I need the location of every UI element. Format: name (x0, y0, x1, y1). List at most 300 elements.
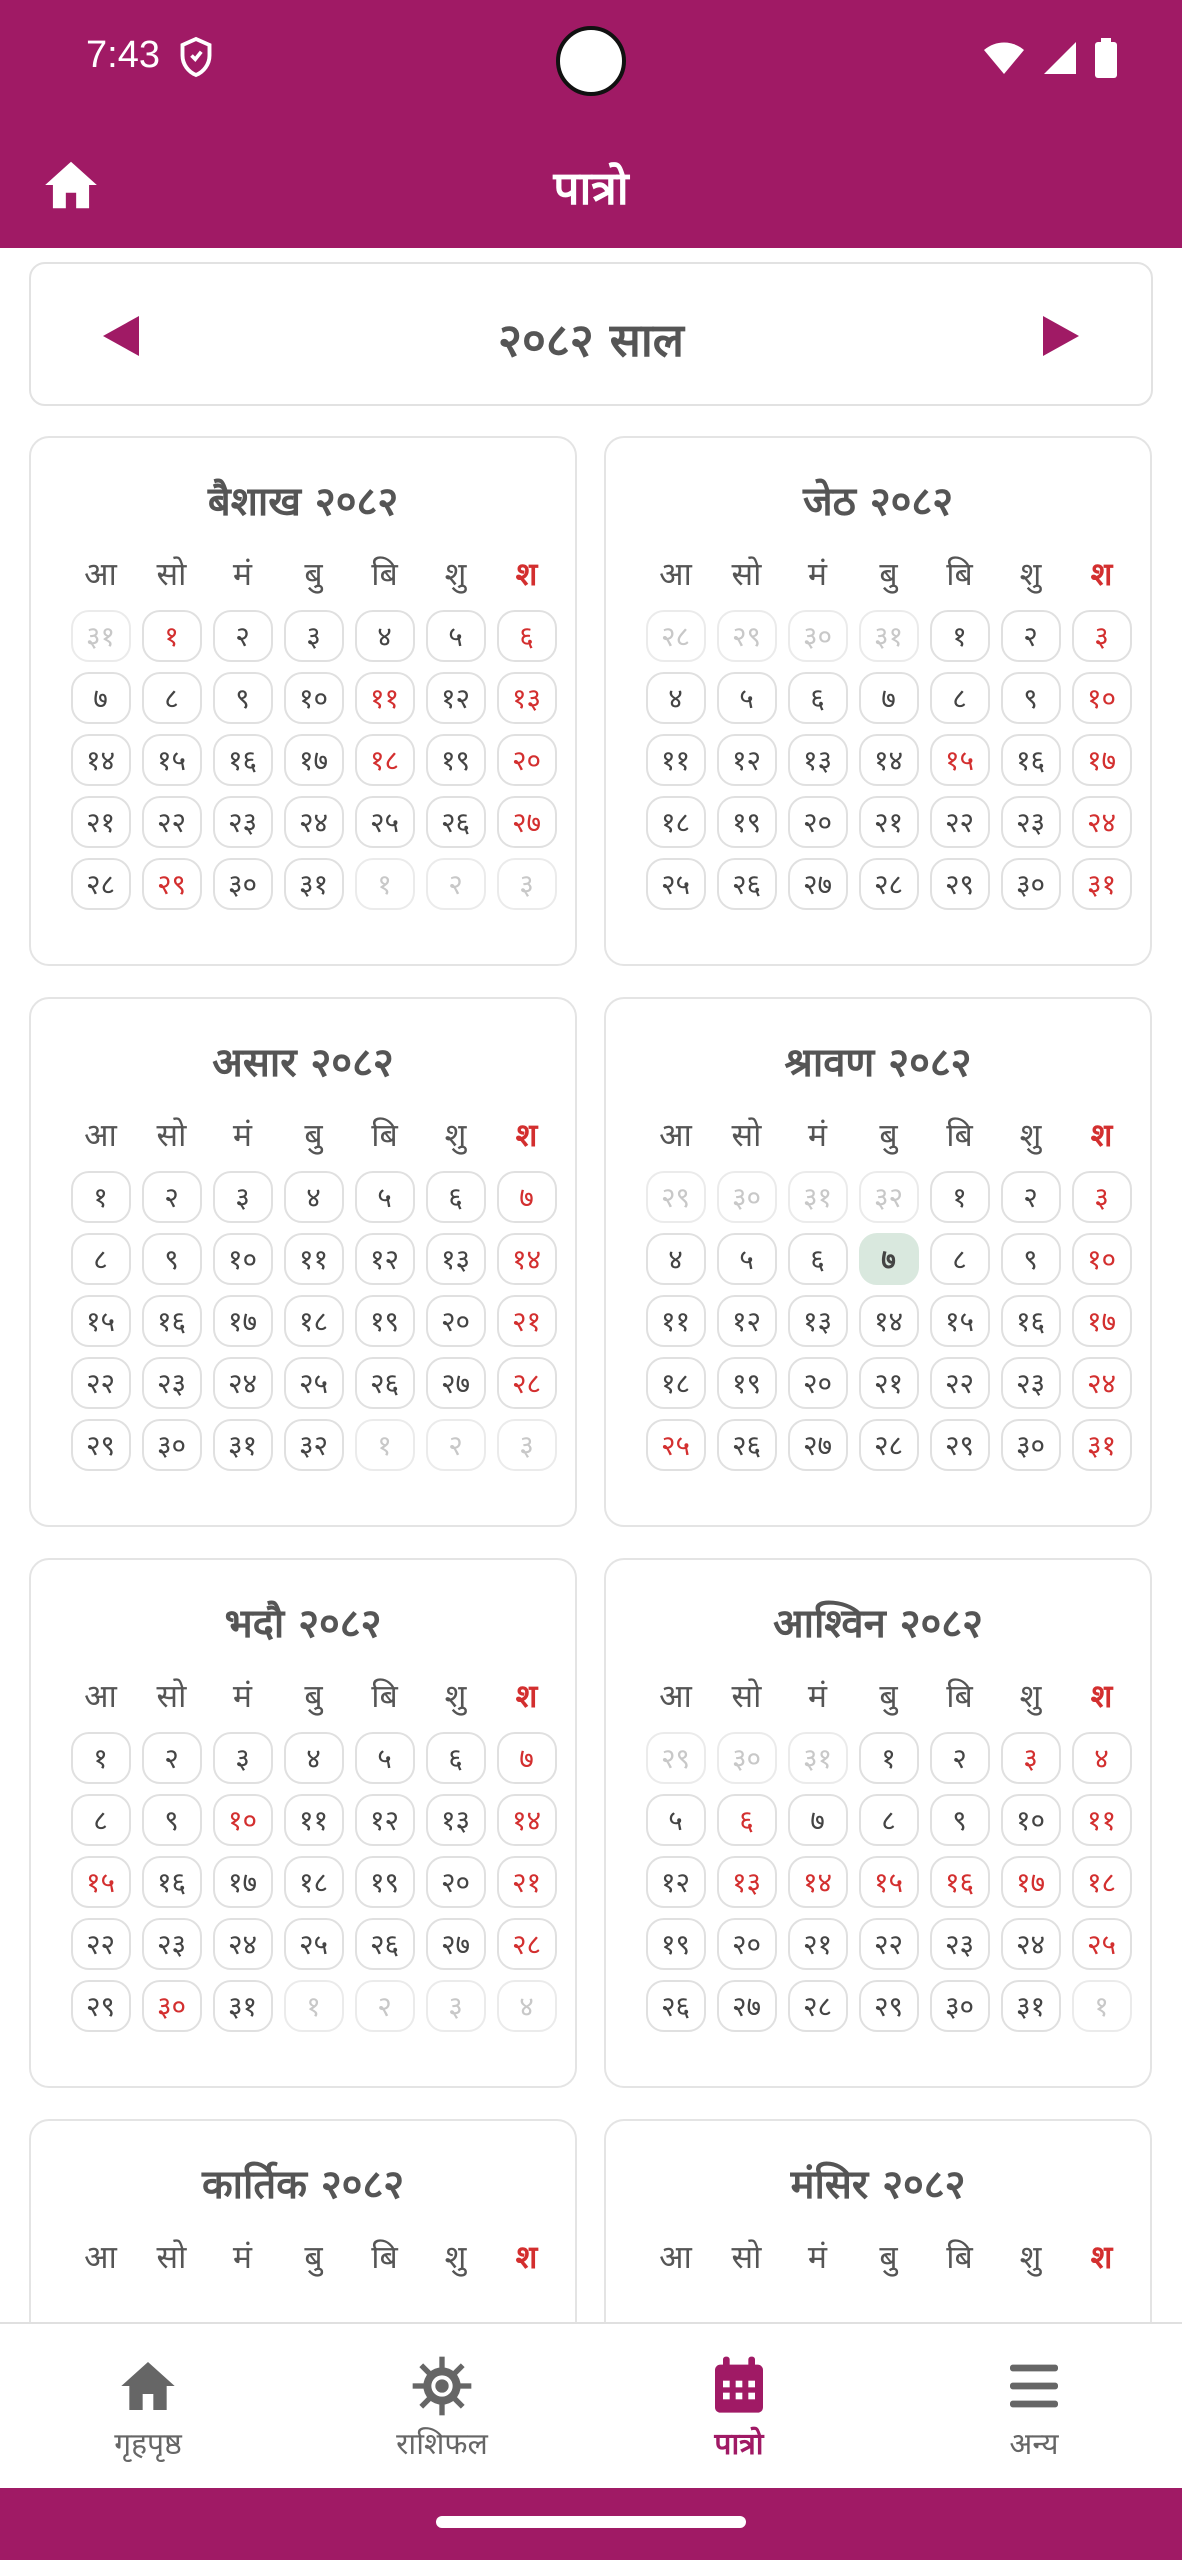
nav-other-label: अन्य (1009, 2427, 1059, 2462)
status-icons (982, 38, 1118, 78)
day-cell[interactable]: ३१ (859, 610, 919, 662)
day-cell[interactable]: २६ (717, 858, 777, 910)
day-cell[interactable]: ९ (142, 1794, 202, 1846)
day-cell[interactable]: २२ (930, 1357, 990, 1409)
day-cell[interactable]: ३० (930, 1980, 990, 2032)
day-cell[interactable]: ३ (213, 1732, 273, 1784)
weekday-label: बि (946, 555, 973, 593)
day-cell[interactable]: ३ (1072, 610, 1132, 662)
day-cell[interactable]: १२ (355, 1233, 415, 1285)
day-cell[interactable]: २४ (1072, 1357, 1132, 1409)
day-cell[interactable]: २६ (717, 1419, 777, 1471)
weekday-label: श (1090, 1677, 1113, 1715)
day-cell[interactable]: २९ (646, 1732, 706, 1784)
weekday-label: शु (1019, 1116, 1042, 1154)
day-cell[interactable]: १६ (1001, 734, 1061, 786)
weekday-label: आ (84, 555, 117, 593)
day-cell[interactable]: ६ (426, 1732, 486, 1784)
day-cell[interactable]: ६ (788, 672, 848, 724)
day-cell[interactable]: ३१ (788, 1732, 848, 1784)
weekday-label: सो (156, 1677, 187, 1715)
weekday-label: आ (84, 2238, 117, 2276)
day-cell[interactable]: १७ (1072, 1295, 1132, 1347)
day-cell[interactable]: २० (497, 734, 557, 786)
day-cell[interactable]: ३१ (71, 610, 131, 662)
day-cell[interactable]: ३० (213, 858, 273, 910)
day-cell[interactable]: १ (71, 1171, 131, 1223)
day-cell[interactable]: ३ (1001, 1732, 1061, 1784)
day-cell[interactable]: १९ (426, 734, 486, 786)
day-cell[interactable]: ७ (497, 1171, 557, 1223)
day-cell[interactable]: १५ (71, 1856, 131, 1908)
day-cell[interactable]: ३ (284, 610, 344, 662)
day-cell[interactable]: २० (717, 1918, 777, 1970)
day-cell[interactable]: २१ (71, 796, 131, 848)
day-cell[interactable]: २१ (788, 1918, 848, 1970)
day-cell[interactable]: २१ (497, 1295, 557, 1347)
weekday-label: बु (879, 2238, 898, 2276)
day-cell[interactable]: १७ (213, 1856, 273, 1908)
nav-home[interactable] (48, 2354, 248, 2463)
day-cell[interactable]: ६ (497, 610, 557, 662)
day-cell[interactable]: १४ (788, 1856, 848, 1908)
day-cell[interactable]: १ (355, 858, 415, 910)
calendar-icon (707, 2354, 771, 2418)
day-cell[interactable]: ८ (930, 672, 990, 724)
day-cell[interactable]: २३ (213, 796, 273, 848)
day-cell[interactable]: ७ (788, 1794, 848, 1846)
day-cell[interactable]: २५ (284, 1918, 344, 1970)
weekday-label: मं (232, 2238, 253, 2276)
day-cell[interactable]: ३० (788, 610, 848, 662)
weekday-header (640, 2235, 1137, 2278)
day-cell[interactable]: २८ (497, 1357, 557, 1409)
weekday-label: बि (946, 2238, 973, 2276)
day-cell[interactable]: २७ (497, 796, 557, 848)
day-cell[interactable]: १९ (355, 1856, 415, 1908)
weekday-label: श (515, 2238, 538, 2276)
day-cell[interactable]: १४ (859, 1295, 919, 1347)
home-icon (116, 2354, 180, 2418)
weekday-label: बु (879, 555, 898, 593)
weekday-label: श (515, 1116, 538, 1154)
day-cell[interactable]: २ (1001, 610, 1061, 662)
day-cell[interactable]: १५ (859, 1856, 919, 1908)
weekday-label: सो (731, 1677, 762, 1715)
day-cell[interactable]: १५ (930, 1295, 990, 1347)
day-cell[interactable]: ९ (1001, 1233, 1061, 1285)
day-cell[interactable]: ३१ (1001, 1980, 1061, 2032)
day-grid (640, 1171, 1137, 1481)
day-cell[interactable]: १३ (497, 672, 557, 724)
day-cell[interactable]: ३ (497, 1419, 557, 1471)
day-cell[interactable]: १५ (930, 734, 990, 786)
day-cell[interactable]: १३ (788, 734, 848, 786)
weekday-label: मं (807, 555, 828, 593)
day-cell[interactable]: ५ (717, 1233, 777, 1285)
day-cell[interactable]: ११ (355, 672, 415, 724)
day-cell[interactable]: ३१ (213, 1419, 273, 1471)
month-card (29, 1558, 577, 2088)
day-cell[interactable]: ११ (646, 1295, 706, 1347)
day-cell[interactable]: १० (1001, 1794, 1061, 1846)
day-cell[interactable]: १८ (355, 734, 415, 786)
day-cell[interactable]: १८ (646, 1357, 706, 1409)
day-cell[interactable]: २ (142, 1732, 202, 1784)
weekday-label: बि (946, 1116, 973, 1154)
day-cell[interactable]: २० (788, 796, 848, 848)
weekday-label: आ (659, 1116, 692, 1154)
day-cell[interactable]: २२ (71, 1357, 131, 1409)
day-cell[interactable]: १४ (497, 1233, 557, 1285)
calendar-content[interactable] (0, 248, 1182, 2322)
day-cell[interactable]: ३ (1072, 1171, 1132, 1223)
day-cell-today[interactable]: ७ (859, 1233, 919, 1285)
weekday-label: बि (371, 1677, 398, 1715)
day-cell[interactable]: २६ (646, 1980, 706, 2032)
day-cell[interactable]: १३ (426, 1794, 486, 1846)
shield-icon (178, 36, 214, 78)
day-cell[interactable]: २६ (426, 796, 486, 848)
day-cell[interactable]: १६ (142, 1856, 202, 1908)
bottom-nav (0, 2322, 1182, 2488)
day-cell[interactable]: ५ (426, 610, 486, 662)
day-cell[interactable]: २ (426, 1419, 486, 1471)
day-cell[interactable]: ९ (930, 1794, 990, 1846)
day-cell[interactable]: ५ (355, 1171, 415, 1223)
day-cell[interactable]: २८ (646, 610, 706, 662)
day-cell[interactable]: २१ (859, 1357, 919, 1409)
weekday-header (65, 1113, 562, 1156)
weekday-label: मं (232, 555, 253, 593)
day-cell[interactable]: २ (930, 1732, 990, 1784)
day-cell[interactable]: १ (284, 1980, 344, 2032)
day-cell[interactable]: १२ (646, 1856, 706, 1908)
day-cell[interactable]: १८ (284, 1856, 344, 1908)
day-cell[interactable]: ३० (717, 1732, 777, 1784)
day-cell[interactable]: १२ (355, 1794, 415, 1846)
day-cell[interactable]: १० (213, 1794, 273, 1846)
weekday-label: आ (84, 1677, 117, 1715)
day-cell[interactable]: १६ (930, 1856, 990, 1908)
day-cell[interactable]: ५ (717, 672, 777, 724)
status-bar (0, 0, 1182, 120)
nav-other[interactable] (934, 2354, 1134, 2463)
day-cell[interactable]: ३२ (284, 1419, 344, 1471)
day-cell[interactable]: ३१ (1072, 1419, 1132, 1471)
day-cell[interactable]: ७ (71, 672, 131, 724)
day-cell[interactable]: १४ (859, 734, 919, 786)
day-cell[interactable]: २० (426, 1856, 486, 1908)
day-cell[interactable]: २७ (788, 858, 848, 910)
weekday-label: सो (731, 1116, 762, 1154)
weekday-label: बि (371, 1116, 398, 1154)
day-cell[interactable]: २३ (1001, 796, 1061, 848)
nav-home-label: गृहपृष्ठ (114, 2427, 182, 2462)
day-cell[interactable]: १० (213, 1233, 273, 1285)
day-cell[interactable]: ८ (142, 672, 202, 724)
day-cell[interactable]: १४ (71, 734, 131, 786)
year-label: २०८२ साल (498, 313, 684, 367)
day-cell[interactable]: २४ (1072, 796, 1132, 848)
month-title: कार्तिक २०८२ (201, 2162, 405, 2208)
day-cell[interactable]: १७ (1001, 1856, 1061, 1908)
weekday-header (65, 2235, 562, 2278)
day-cell[interactable]: ८ (859, 1794, 919, 1846)
day-cell[interactable]: २१ (497, 1856, 557, 1908)
day-cell[interactable]: ४ (646, 672, 706, 724)
day-cell[interactable]: २३ (930, 1918, 990, 1970)
month-card (29, 436, 577, 966)
day-grid (65, 1732, 562, 2042)
gesture-bar (0, 2488, 1182, 2560)
weekday-label: मं (232, 1116, 253, 1154)
day-cell[interactable]: १३ (788, 1295, 848, 1347)
weekday-label: श (1090, 2238, 1113, 2276)
weekday-label: सो (731, 555, 762, 593)
day-cell[interactable]: ९ (142, 1233, 202, 1285)
day-cell[interactable]: २३ (142, 1357, 202, 1409)
day-cell[interactable]: ११ (1072, 1794, 1132, 1846)
nav-patro[interactable] (639, 2354, 839, 2463)
day-cell[interactable]: १२ (426, 672, 486, 724)
day-cell[interactable]: ६ (426, 1171, 486, 1223)
day-cell[interactable]: ७ (859, 672, 919, 724)
day-cell[interactable]: १६ (142, 1295, 202, 1347)
day-cell[interactable]: २ (142, 1171, 202, 1223)
day-cell[interactable]: ४ (355, 610, 415, 662)
day-cell[interactable]: १७ (1072, 734, 1132, 786)
day-cell[interactable]: १० (284, 672, 344, 724)
day-cell[interactable]: १८ (1072, 1856, 1132, 1908)
day-cell[interactable]: ४ (497, 1980, 557, 2032)
weekday-label: बु (879, 1677, 898, 1715)
day-cell[interactable]: १५ (71, 1295, 131, 1347)
day-cell[interactable]: २७ (788, 1419, 848, 1471)
day-cell[interactable]: २२ (142, 796, 202, 848)
day-cell[interactable]: २० (788, 1357, 848, 1409)
day-grid (640, 610, 1137, 920)
weekday-label: आ (659, 2238, 692, 2276)
weekday-header (640, 1113, 1137, 1156)
month-card (604, 2119, 1152, 2322)
day-cell[interactable]: ८ (930, 1233, 990, 1285)
day-cell[interactable]: १९ (646, 1918, 706, 1970)
month-title: जेठ २०८२ (802, 479, 954, 525)
day-cell[interactable]: १६ (1001, 1295, 1061, 1347)
day-cell[interactable]: ५ (355, 1732, 415, 1784)
day-cell[interactable]: ३ (497, 858, 557, 910)
camera-cutout (556, 26, 626, 96)
day-cell[interactable]: ३ (426, 1980, 486, 2032)
gesture-handle[interactable] (436, 2516, 746, 2528)
day-cell[interactable]: १९ (355, 1295, 415, 1347)
day-cell[interactable]: २९ (646, 1171, 706, 1223)
day-cell[interactable]: ३१ (213, 1980, 273, 2032)
month-title: बैशाख २०८२ (207, 479, 399, 525)
day-cell[interactable]: २९ (142, 858, 202, 910)
next-year-icon[interactable] (1039, 312, 1083, 360)
battery-icon (1094, 38, 1118, 78)
day-cell[interactable]: २४ (1001, 1918, 1061, 1970)
day-cell[interactable]: १ (355, 1419, 415, 1471)
month-title: भदौ २०८२ (224, 1601, 382, 1647)
weekday-label: श (1090, 555, 1113, 593)
day-cell[interactable]: १० (1072, 672, 1132, 724)
day-cell[interactable]: ६ (717, 1794, 777, 1846)
day-cell[interactable]: १४ (497, 1794, 557, 1846)
weekday-label: सो (156, 555, 187, 593)
day-cell[interactable]: १८ (646, 796, 706, 848)
day-cell[interactable]: २७ (426, 1918, 486, 1970)
weekday-label: बि (946, 1677, 973, 1715)
day-cell[interactable]: २८ (497, 1918, 557, 1970)
day-cell[interactable]: २९ (71, 1980, 131, 2032)
day-cell[interactable]: २८ (71, 858, 131, 910)
day-cell[interactable]: २७ (717, 1980, 777, 2032)
day-cell[interactable]: १ (71, 1732, 131, 1784)
day-cell[interactable]: १८ (284, 1295, 344, 1347)
day-cell[interactable]: ३० (1001, 858, 1061, 910)
day-cell[interactable]: १५ (142, 734, 202, 786)
weekday-header (65, 552, 562, 595)
day-grid (640, 1732, 1137, 2042)
day-cell[interactable]: २८ (788, 1980, 848, 2032)
nav-rashifal-label: राशिफल (396, 2427, 488, 2462)
day-cell[interactable]: ३१ (284, 858, 344, 910)
weekday-label: श (1090, 1116, 1113, 1154)
day-cell[interactable]: ३१ (788, 1171, 848, 1223)
weekday-label: शु (1019, 555, 1042, 593)
day-cell[interactable]: २ (426, 858, 486, 910)
day-cell[interactable]: २८ (859, 858, 919, 910)
day-cell[interactable]: १ (142, 610, 202, 662)
day-cell[interactable]: २ (1001, 1171, 1061, 1223)
day-cell[interactable]: ९ (1001, 672, 1061, 724)
day-cell[interactable]: ३० (717, 1171, 777, 1223)
weekday-label: आ (659, 1677, 692, 1715)
day-cell[interactable]: २५ (355, 796, 415, 848)
day-cell[interactable]: २६ (355, 1918, 415, 1970)
day-cell[interactable]: २९ (71, 1419, 131, 1471)
weekday-label: बि (371, 2238, 398, 2276)
day-cell[interactable]: १९ (717, 1357, 777, 1409)
day-cell[interactable]: ११ (284, 1233, 344, 1285)
month-title: आश्विन २०८२ (773, 1601, 983, 1647)
weekday-label: बु (304, 555, 323, 593)
day-cell[interactable]: २२ (859, 1918, 919, 1970)
day-cell[interactable]: १३ (717, 1856, 777, 1908)
day-cell[interactable]: २२ (71, 1918, 131, 1970)
day-cell[interactable]: ४ (1072, 1732, 1132, 1784)
day-cell[interactable]: २७ (426, 1357, 486, 1409)
status-time: 7:43 (86, 34, 160, 76)
month-card (29, 2119, 577, 2322)
signal-icon (1042, 40, 1078, 76)
month-title: श्रावण २०८२ (784, 1040, 972, 1086)
month-title: मंसिर २०८२ (790, 2162, 966, 2208)
weekday-label: मं (232, 1677, 253, 1715)
month-card (604, 1558, 1152, 2088)
day-cell[interactable]: ३२ (859, 1171, 919, 1223)
day-cell[interactable]: २२ (930, 796, 990, 848)
day-cell[interactable]: ८ (71, 1794, 131, 1846)
weekday-label: श (515, 1677, 538, 1715)
day-cell[interactable]: १७ (284, 734, 344, 786)
day-cell[interactable]: १७ (213, 1295, 273, 1347)
day-cell[interactable]: १ (930, 1171, 990, 1223)
day-cell[interactable]: २५ (646, 858, 706, 910)
day-cell[interactable]: २९ (859, 1980, 919, 2032)
day-cell[interactable]: ३१ (1072, 858, 1132, 910)
weekday-label: शु (444, 555, 467, 593)
day-cell[interactable]: १ (859, 1732, 919, 1784)
weekday-label: बु (304, 1677, 323, 1715)
day-cell[interactable]: २४ (213, 1357, 273, 1409)
day-cell[interactable]: २४ (213, 1918, 273, 1970)
weekday-label: श (515, 555, 538, 593)
day-cell[interactable]: २९ (717, 610, 777, 662)
day-cell[interactable]: ३० (142, 1419, 202, 1471)
day-cell[interactable]: ८ (71, 1233, 131, 1285)
day-cell[interactable]: २ (213, 610, 273, 662)
day-cell[interactable]: १९ (717, 796, 777, 848)
day-grid (65, 610, 562, 920)
day-cell[interactable]: ४ (646, 1233, 706, 1285)
day-cell[interactable]: १० (1072, 1233, 1132, 1285)
day-cell[interactable]: ९ (213, 672, 273, 724)
day-cell[interactable]: २४ (284, 796, 344, 848)
weekday-header (640, 1674, 1137, 1717)
day-cell[interactable]: २५ (284, 1357, 344, 1409)
day-cell[interactable]: ११ (646, 734, 706, 786)
day-cell[interactable]: ४ (284, 1732, 344, 1784)
day-cell[interactable]: ३० (142, 1980, 202, 2032)
day-cell[interactable]: २५ (646, 1419, 706, 1471)
day-cell[interactable]: १२ (717, 1295, 777, 1347)
day-cell[interactable]: २३ (142, 1918, 202, 1970)
day-cell[interactable]: २९ (930, 858, 990, 910)
day-cell[interactable]: १३ (426, 1233, 486, 1285)
day-cell[interactable]: ७ (497, 1732, 557, 1784)
day-cell[interactable]: २९ (930, 1419, 990, 1471)
weekday-label: शु (1019, 2238, 1042, 2276)
weekday-label: मं (807, 1677, 828, 1715)
month-card (604, 436, 1152, 966)
app-bar (0, 120, 1182, 248)
day-cell[interactable]: २५ (1072, 1918, 1132, 1970)
day-cell[interactable]: २८ (859, 1419, 919, 1471)
day-cell[interactable]: ३० (1001, 1419, 1061, 1471)
weekday-label: शु (444, 1677, 467, 1715)
day-cell[interactable]: ५ (646, 1794, 706, 1846)
day-cell[interactable]: २ (355, 1980, 415, 2032)
day-cell[interactable]: १२ (717, 734, 777, 786)
day-cell[interactable]: २६ (355, 1357, 415, 1409)
day-cell[interactable]: २० (426, 1295, 486, 1347)
day-cell[interactable]: ४ (284, 1171, 344, 1223)
day-cell[interactable]: २३ (1001, 1357, 1061, 1409)
nav-rashifal[interactable] (342, 2354, 542, 2463)
day-cell[interactable]: १६ (213, 734, 273, 786)
day-cell[interactable]: १ (1072, 1980, 1132, 2032)
day-cell[interactable]: १ (930, 610, 990, 662)
day-cell[interactable]: ६ (788, 1233, 848, 1285)
day-cell[interactable]: ३ (213, 1171, 273, 1223)
day-cell[interactable]: ११ (284, 1794, 344, 1846)
day-cell[interactable]: २१ (859, 796, 919, 848)
weekday-label: आ (84, 1116, 117, 1154)
